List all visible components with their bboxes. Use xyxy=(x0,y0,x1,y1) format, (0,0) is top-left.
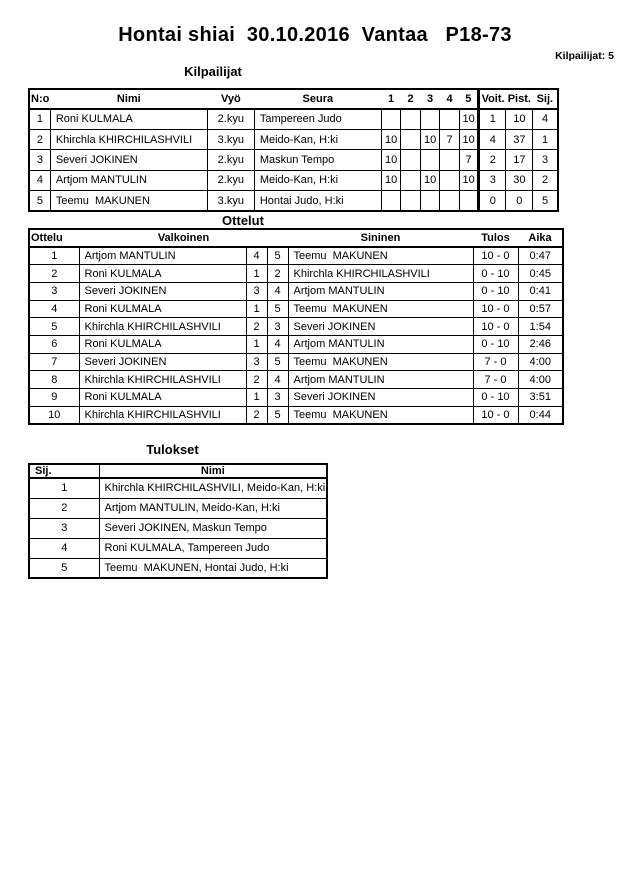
cell-time: 0:45 xyxy=(518,265,563,283)
cell-match-no: 10 xyxy=(29,406,79,424)
results-heading: Tulokset xyxy=(146,442,199,457)
table-row xyxy=(29,150,558,170)
cell-white-no: 1 xyxy=(246,300,267,318)
cell-score: 10 xyxy=(381,170,401,190)
table-row xyxy=(29,406,563,424)
cell-name: Artjom MANTULIN, Meido-Kan, H:ki xyxy=(99,498,327,518)
cell-white-name: Roni KULMALA xyxy=(79,300,246,318)
cell-club: Meido-Kan, H:ki xyxy=(254,129,381,149)
cell-points: 30 xyxy=(506,170,533,190)
cell-club: Hontai Judo, H:ki xyxy=(254,191,381,211)
cell-place: 2 xyxy=(533,170,558,190)
cell-white-no: 3 xyxy=(246,282,267,300)
cell-no: 1 xyxy=(29,109,50,129)
cell-place: 1 xyxy=(29,478,99,498)
matches-header-row xyxy=(29,229,563,247)
cell-blue-no: 4 xyxy=(267,282,288,300)
cell-score xyxy=(440,170,460,190)
table-row xyxy=(29,389,563,407)
cell-blue-no: 5 xyxy=(267,406,288,424)
cell-score xyxy=(401,170,421,190)
cell-score xyxy=(440,150,460,170)
col-header-1: 1 xyxy=(381,89,401,109)
cell-white-name: Roni KULMALA xyxy=(79,265,246,283)
cell-place: 3 xyxy=(533,150,558,170)
cell-score xyxy=(420,150,440,170)
cell-score: 10 xyxy=(381,150,401,170)
cell-score: 7 xyxy=(459,150,479,170)
cell-white-no: 1 xyxy=(246,389,267,407)
cell-white-name: Khirchla KHIRCHILASHVILI xyxy=(79,371,246,389)
cell-club: Tampereen Judo xyxy=(254,109,381,129)
col-header-club: Seura xyxy=(254,89,381,109)
cell-place: 5 xyxy=(29,558,99,578)
table-row xyxy=(29,478,327,498)
col-header-place: Sij. xyxy=(29,464,99,478)
table-row xyxy=(29,247,563,265)
cell-place: 5 xyxy=(533,191,558,211)
table-row xyxy=(29,170,558,190)
cell-time: 4:00 xyxy=(518,353,563,371)
cell-match-no: 3 xyxy=(29,282,79,300)
col-header-result: Tulos xyxy=(473,229,518,247)
cell-points: 10 xyxy=(506,109,533,129)
cell-name: Teemu MAKUNEN, Hontai Judo, H:ki xyxy=(99,558,327,578)
cell-score xyxy=(440,109,460,129)
cell-match-no: 2 xyxy=(29,265,79,283)
cell-score xyxy=(440,191,460,211)
cell-result: 10 - 0 xyxy=(473,300,518,318)
cell-result: 10 - 0 xyxy=(473,318,518,336)
cell-time: 2:46 xyxy=(518,335,563,353)
cell-blue-name: Teemu MAKUNEN xyxy=(288,300,473,318)
cell-blue-no: 3 xyxy=(267,389,288,407)
cell-match-no: 5 xyxy=(29,318,79,336)
cell-match-no: 4 xyxy=(29,300,79,318)
cell-points: 37 xyxy=(506,129,533,149)
results-table xyxy=(28,463,328,579)
cell-name: Severi JOKINEN, Maskun Tempo xyxy=(99,518,327,538)
cell-score xyxy=(420,191,440,211)
cell-result: 0 - 10 xyxy=(473,282,518,300)
cell-blue-name: Artjom MANTULIN xyxy=(288,371,473,389)
cell-time: 1:54 xyxy=(518,318,563,336)
cell-place: 3 xyxy=(29,518,99,538)
cell-time: 0:44 xyxy=(518,406,563,424)
cell-no: 4 xyxy=(29,170,50,190)
cell-match-no: 7 xyxy=(29,353,79,371)
cell-blue-name: Severi JOKINEN xyxy=(288,389,473,407)
table-row xyxy=(29,300,563,318)
cell-white-no: 2 xyxy=(246,371,267,389)
matches-heading: Ottelut xyxy=(222,213,264,228)
cell-place: 4 xyxy=(533,109,558,129)
table-row xyxy=(29,498,327,518)
cell-white-no: 2 xyxy=(246,406,267,424)
cell-blue-no: 4 xyxy=(267,371,288,389)
col-header-blue: Sininen xyxy=(288,229,473,247)
cell-belt: 2.kyu xyxy=(207,109,254,129)
cell-name: Khirchla KHIRCHILASHVILI xyxy=(50,129,207,149)
cell-place: 4 xyxy=(29,538,99,558)
cell-blue-no: 5 xyxy=(267,300,288,318)
cell-blue-name: Khirchla KHIRCHILASHVILI xyxy=(288,265,473,283)
cell-no: 2 xyxy=(29,129,50,149)
cell-name: Roni KULMALA, Tampereen Judo xyxy=(99,538,327,558)
cell-score: 10 xyxy=(459,170,479,190)
cell-time: 0:47 xyxy=(518,247,563,265)
cell-club: Meido-Kan, H:ki xyxy=(254,170,381,190)
cell-match-no: 8 xyxy=(29,371,79,389)
col-header-3: 3 xyxy=(420,89,440,109)
col-header-4: 4 xyxy=(440,89,460,109)
cell-white-no: 2 xyxy=(246,318,267,336)
table-row xyxy=(29,538,327,558)
cell-belt: 3.kyu xyxy=(207,191,254,211)
col-header-name: Nimi xyxy=(50,89,207,109)
cell-white-no: 1 xyxy=(246,265,267,283)
col-header-time: Aika xyxy=(518,229,563,247)
cell-wins: 1 xyxy=(479,109,506,129)
cell-score xyxy=(401,129,421,149)
cell-wins: 4 xyxy=(479,129,506,149)
cell-blue-no: 4 xyxy=(267,335,288,353)
cell-result: 10 - 0 xyxy=(473,406,518,424)
cell-score xyxy=(459,191,479,211)
cell-name: Khirchla KHIRCHILASHVILI, Meido-Kan, H:ki xyxy=(99,478,327,498)
cell-blue-no: 5 xyxy=(267,353,288,371)
competitors-count-label: Kilpailijat: 5 xyxy=(555,50,614,62)
results-header-row xyxy=(29,464,327,478)
table-row xyxy=(29,353,563,371)
cell-white-name: Roni KULMALA xyxy=(79,335,246,353)
table-row xyxy=(29,282,563,300)
cell-time: 4:00 xyxy=(518,371,563,389)
table-row xyxy=(29,335,563,353)
matches-table xyxy=(28,228,564,425)
cell-white-name: Roni KULMALA xyxy=(79,389,246,407)
cell-white-name: Khirchla KHIRCHILASHVILI xyxy=(79,318,246,336)
cell-result: 0 - 10 xyxy=(473,335,518,353)
table-row xyxy=(29,318,563,336)
cell-white-name: Artjom MANTULIN xyxy=(79,247,246,265)
cell-blue-name: Severi JOKINEN xyxy=(288,318,473,336)
col-header-2: 2 xyxy=(401,89,421,109)
col-header-name: Nimi xyxy=(99,464,327,478)
competitors-heading: Kilpailijat xyxy=(184,64,242,79)
cell-result: 10 - 0 xyxy=(473,247,518,265)
col-header-5: 5 xyxy=(459,89,479,109)
cell-place: 1 xyxy=(533,129,558,149)
cell-name: Roni KULMALA xyxy=(50,109,207,129)
col-header-place: Sij. xyxy=(533,89,558,109)
cell-score: 10 xyxy=(381,129,401,149)
cell-result: 7 - 0 xyxy=(473,371,518,389)
col-header-white: Valkoinen xyxy=(79,229,288,247)
table-row xyxy=(29,371,563,389)
cell-result: 0 - 10 xyxy=(473,389,518,407)
cell-white-no: 3 xyxy=(246,353,267,371)
cell-belt: 2.kyu xyxy=(207,150,254,170)
competitors-header-row xyxy=(29,89,558,109)
cell-white-no: 4 xyxy=(246,247,267,265)
cell-score: 10 xyxy=(459,129,479,149)
cell-score: 7 xyxy=(440,129,460,149)
cell-score xyxy=(401,150,421,170)
cell-belt: 2.kyu xyxy=(207,170,254,190)
table-row xyxy=(29,265,563,283)
cell-blue-name: Artjom MANTULIN xyxy=(288,282,473,300)
cell-place: 2 xyxy=(29,498,99,518)
cell-time: 0:41 xyxy=(518,282,563,300)
table-row xyxy=(29,191,558,211)
cell-wins: 2 xyxy=(479,150,506,170)
cell-blue-name: Teemu MAKUNEN xyxy=(288,406,473,424)
cell-blue-name: Teemu MAKUNEN xyxy=(288,353,473,371)
cell-white-name: Severi JOKINEN xyxy=(79,353,246,371)
cell-score xyxy=(401,191,421,211)
cell-club: Maskun Tempo xyxy=(254,150,381,170)
cell-name: Teemu MAKUNEN xyxy=(50,191,207,211)
table-row xyxy=(29,129,558,149)
cell-blue-name: Teemu MAKUNEN xyxy=(288,247,473,265)
cell-blue-name: Artjom MANTULIN xyxy=(288,335,473,353)
cell-points: 0 xyxy=(506,191,533,211)
cell-points: 17 xyxy=(506,150,533,170)
col-header-no: N:o xyxy=(29,89,50,109)
cell-wins: 0 xyxy=(479,191,506,211)
cell-blue-no: 5 xyxy=(267,247,288,265)
table-row xyxy=(29,109,558,129)
cell-match-no: 6 xyxy=(29,335,79,353)
col-header-points: Pist. xyxy=(506,89,533,109)
table-row xyxy=(29,558,327,578)
cell-match-no: 9 xyxy=(29,389,79,407)
cell-score xyxy=(381,109,401,129)
cell-score xyxy=(381,191,401,211)
cell-name: Severi JOKINEN xyxy=(50,150,207,170)
cell-belt: 3.kyu xyxy=(207,129,254,149)
cell-time: 0:57 xyxy=(518,300,563,318)
cell-white-no: 1 xyxy=(246,335,267,353)
cell-white-name: Khirchla KHIRCHILASHVILI xyxy=(79,406,246,424)
cell-blue-no: 2 xyxy=(267,265,288,283)
cell-score: 10 xyxy=(459,109,479,129)
cell-score xyxy=(420,109,440,129)
page-title: Hontai shiai 30.10.2016 Vantaa P18-73 xyxy=(118,24,512,46)
cell-name: Artjom MANTULIN xyxy=(50,170,207,190)
cell-score: 10 xyxy=(420,129,440,149)
competitors-table xyxy=(28,88,559,212)
cell-wins: 3 xyxy=(479,170,506,190)
cell-score: 10 xyxy=(420,170,440,190)
cell-time: 3:51 xyxy=(518,389,563,407)
cell-score xyxy=(401,109,421,129)
cell-no: 5 xyxy=(29,191,50,211)
cell-match-no: 1 xyxy=(29,247,79,265)
col-header-belt: Vyö xyxy=(207,89,254,109)
cell-white-name: Severi JOKINEN xyxy=(79,282,246,300)
table-row xyxy=(29,518,327,538)
cell-blue-no: 3 xyxy=(267,318,288,336)
col-header-match-no: Ottelu xyxy=(29,229,79,247)
col-header-wins: Voit. xyxy=(479,89,506,109)
cell-result: 0 - 10 xyxy=(473,265,518,283)
cell-no: 3 xyxy=(29,150,50,170)
cell-result: 7 - 0 xyxy=(473,353,518,371)
